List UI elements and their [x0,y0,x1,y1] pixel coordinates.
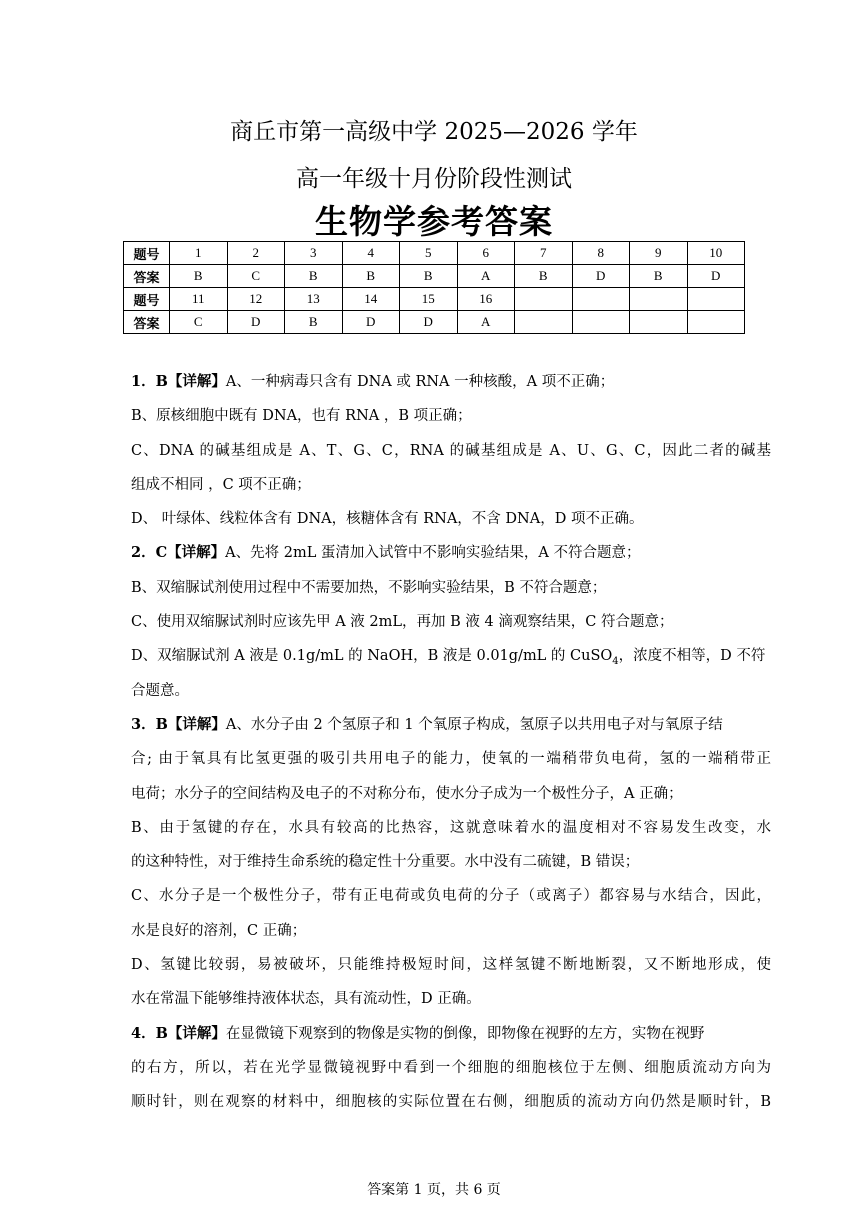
table-cell: 6 [457,242,515,265]
q3-line-7: 水是良好的溶剂，C 正确； [131,922,307,939]
q2-line-1: 2．C【详解】A、先将 2mL 蛋清加入试管中不影响实验结果，A 不符合题意； [131,544,641,562]
q2-line-4: D、双缩脲试剂 A 液是 0.1g/mL 的 NaOH，B 液是 0.01g/mL 的 CuSO$_4$，浓度不相等，D 不符 [131,648,766,668]
table-cell [515,311,573,334]
table-row-question-numbers [124,288,745,311]
q2-line-5: 合题意。 [131,682,189,699]
subject-title: 生物学参考答案 [315,202,553,241]
q3-line-5: 的这种特性，对于维持生命系统的稳定性十分重要。水中没有二硫键，B 错误； [131,854,640,871]
table-cell: B [170,265,228,288]
q3-line-8: D、氢键比较弱，易被破坏，只能维持极短时间，这样氢键不断地断裂，又不断地形成，使 [131,957,771,974]
q4-line-2: 的右方，所以，若在光学显微镜视野中看到一个细胞的细胞核位于左侧、细胞质流动方向为 [131,1059,771,1076]
table-row-header: 题号 [124,242,170,265]
table-row-answers [124,265,745,288]
q3-line-4: B、由于氢键的存在，水具有较高的比热容，这就意味着水的温度相对不容易发生改变，水 [131,819,771,836]
table-cell: 1 [170,242,228,265]
table-cell: 11 [170,288,228,311]
q3-line-1: 3．B【详解】A、水分子由 2 个氢原子和 1 个氧原子构成，氢原子以共用电子对与氧原子结 [131,715,723,733]
table-cell: 9 [630,242,688,265]
q4-number: 4．B【详解】 [131,1024,226,1042]
table-cell: A [457,311,515,334]
q1-line-1: 1．B【详解】A、一种病毒只含有 DNA 或 RNA 一种核酸，A 项不正确； [131,373,615,390]
table-cell: B [285,311,343,334]
table-row-question-numbers [124,242,745,265]
table-cell: D [342,311,400,334]
table-cell: D [687,265,745,288]
q1-line-5: D、 叶绿体、线粒体含有 DNA，核糖体含有 RNA，不含 DNA，D 项不正确。 [131,511,644,528]
q2-line-3: C、使用双缩脲试剂时应该先甲 A 液 2mL，再加 B 液 4 滴观察结果，C 符合题意； [131,614,674,631]
page-footer: 答案第 1 页，共 6 页 [367,1182,501,1198]
table-cell: A [457,265,515,288]
table-cell: D [227,311,285,334]
q4-line-1: 4．B【详解】在显微镜下观察到的物像是实物的倒像，即物像在视野的左方，实物在视野 [131,1024,705,1042]
table-cell [515,288,573,311]
table-cell: D [572,265,630,288]
table-cell: 12 [227,288,285,311]
q1-number: 1．B【详解】 [131,373,226,390]
q3-number: 3．B【详解】 [131,715,226,733]
table-cell [572,288,630,311]
table-cell [572,311,630,334]
q1-line-3: C、DNA 的碱基组成是 A、T、G、C，RNA 的碱基组成是 A、U、G、C，因此二者的碱基 [131,442,771,459]
answer-table [123,241,745,334]
table-cell [630,288,688,311]
table-cell [630,311,688,334]
q3-line-9: 水在常温下能够维持液体状态，具有流动性，D 正确。 [131,991,481,1008]
q3-line-2: 合; 由于氧具有比氢更强的吸引共用电子的能力，使氧的一端稍带负电荷，氢的一端稍带正 [131,751,771,768]
table-cell: 7 [515,242,573,265]
table-cell: C [227,265,285,288]
table-cell: 5 [400,242,458,265]
table-row-header: 答案 [124,265,170,288]
q2-number: 2．C【详解】 [131,544,226,562]
table-cell: B [285,265,343,288]
table-cell: D [400,311,458,334]
table-cell: B [400,265,458,288]
table-cell: 4 [342,242,400,265]
subscript: 4 [612,656,619,668]
table-row-answers [124,311,745,334]
q1-line-2: B、原核细胞中既有 DNA，也有 RNA ，B 项正确； [131,408,472,425]
table-cell: B [630,265,688,288]
table-cell: C [170,311,228,334]
q1-line-4: 组成不相同 ，C 项不正确； [131,476,311,493]
q3-line-3: 电荷；水分子的空间结构及电子的不对称分布，使水分子成为一个极性分子，A 正确； [131,785,683,802]
table-row-header: 答案 [124,311,170,334]
table-cell: 15 [400,288,458,311]
q3-line-6: C、水分子是一个极性分子，带有正电荷或负电荷的分子（或离子）都容易与水结合，因此， [131,888,771,905]
explanations [131,365,771,1120]
school-title: 商丘市第一高级中学 2025—2026 学年 [230,119,638,145]
table-cell: 2 [227,242,285,265]
table-cell: B [515,265,573,288]
table-cell: 13 [285,288,343,311]
table-cell: 3 [285,242,343,265]
exam-title: 高一年级十月份阶段性测试 [296,166,572,192]
table-row-header: 题号 [124,288,170,311]
table-cell: B [342,265,400,288]
q2-line-2: B、双缩脲试剂使用过程中不需要加热，不影响实验结果，B 不符合题意； [131,579,607,596]
q4-line-3: 顺时针，则在观察的材料中，细胞核的实际位置在右侧，细胞质的流动方向仍然是顺时针，B [131,1094,771,1111]
table-cell: 8 [572,242,630,265]
table-cell [687,311,745,334]
table-cell: 16 [457,288,515,311]
table-cell: 14 [342,288,400,311]
table-cell [687,288,745,311]
table-cell: 10 [687,242,745,265]
